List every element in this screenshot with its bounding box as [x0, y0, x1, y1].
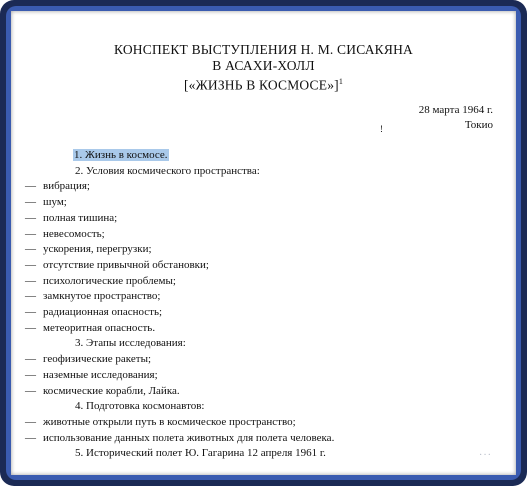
list-item — [25, 212, 117, 225]
dash-bullet: — — [25, 368, 36, 381]
title-line-2: В АСАХИ-ХОЛЛ — [212, 58, 315, 73]
list-item — [25, 322, 155, 335]
list-item-text: полная тишина; — [43, 211, 118, 224]
list-item — [25, 416, 296, 429]
section-heading — [75, 447, 326, 460]
list-item-text: замкнутое пространство; — [43, 290, 161, 303]
section-heading-text: 4. Подготовка космонавтов: — [75, 400, 205, 413]
title-line-1: КОНСПЕКТ ВЫСТУПЛЕНИЯ Н. М. СИСАКЯНА — [113, 42, 413, 57]
list-item-text: радиационная опасность; — [43, 306, 163, 318]
list-item — [25, 259, 209, 272]
list-item — [25, 228, 105, 241]
dash-bullet: — — [25, 211, 36, 224]
list-item — [25, 353, 151, 366]
section-heading-text: 2. Условия космического пространства: — [75, 164, 260, 177]
dash-bullet: — — [25, 227, 36, 240]
dash-bullet: — — [25, 353, 36, 366]
dash-bullet: — — [25, 431, 36, 444]
dash-bullet: — — [25, 306, 36, 318]
document-page — [11, 11, 516, 475]
dash-bullet: — — [25, 180, 36, 193]
list-item-text: использование данных полета животных для полета человека. — [43, 431, 335, 444]
list-item-text: животные открыли путь в космическое пространство; — [43, 415, 296, 428]
list-item-text: отсутствие привычной обстановки; — [43, 258, 209, 271]
list-item-text: шум; — [43, 196, 67, 209]
dash-bullet: — — [25, 415, 36, 428]
scan-dots: ··· — [479, 450, 492, 461]
section-heading — [75, 400, 205, 413]
list-item-text: психологические проблемы; — [43, 274, 176, 287]
dash-bullet: — — [25, 196, 36, 209]
list-item — [25, 180, 90, 193]
list-item — [25, 385, 180, 398]
dash-bullet: — — [25, 258, 36, 271]
section-heading — [75, 337, 186, 350]
list-item-text: метеоритная опасность. — [43, 321, 156, 334]
title-line-3 — [11, 73, 516, 94]
title-line-3-text: [«ЖИЗНЬ В КОСМОСЕ»] — [183, 77, 339, 93]
list-item — [25, 275, 176, 288]
dash-bullet: — — [25, 290, 36, 303]
list-item-text: ускорения, перегрузки; — [43, 243, 152, 256]
footnote-mark: 1 — [338, 77, 344, 86]
list-item-text: вибрация; — [43, 180, 90, 193]
list-item — [25, 243, 152, 256]
section-heading-text: 3. Этапы исследования: — [75, 337, 186, 350]
section-heading-text: 5. Исторический полет Ю. Гагарина 12 апреля 1961 г. — [75, 447, 326, 460]
list-item — [25, 290, 160, 303]
list-item — [25, 196, 67, 209]
list-item-text: геофизические ракеты; — [43, 353, 152, 366]
date: 28 марта 1964 г. — [418, 104, 493, 116]
city: Токио — [464, 119, 493, 131]
section-heading-text: 1. Жизнь в космосе. — [74, 149, 168, 161]
section-heading — [75, 165, 260, 178]
margin-mark: ! — [380, 124, 383, 134]
dash-bullet: — — [25, 384, 36, 397]
dash-bullet: — — [25, 274, 36, 287]
list-item — [25, 306, 162, 319]
list-item-text: невесомость; — [43, 227, 105, 240]
dash-bullet: — — [25, 321, 36, 334]
dash-bullet: — — [25, 243, 36, 256]
list-item — [25, 369, 158, 382]
list-item-text: наземные исследования; — [43, 368, 158, 381]
section-heading — [73, 149, 169, 162]
list-item — [25, 432, 334, 445]
list-item-text: космические корабли, Лайка. — [43, 384, 180, 397]
